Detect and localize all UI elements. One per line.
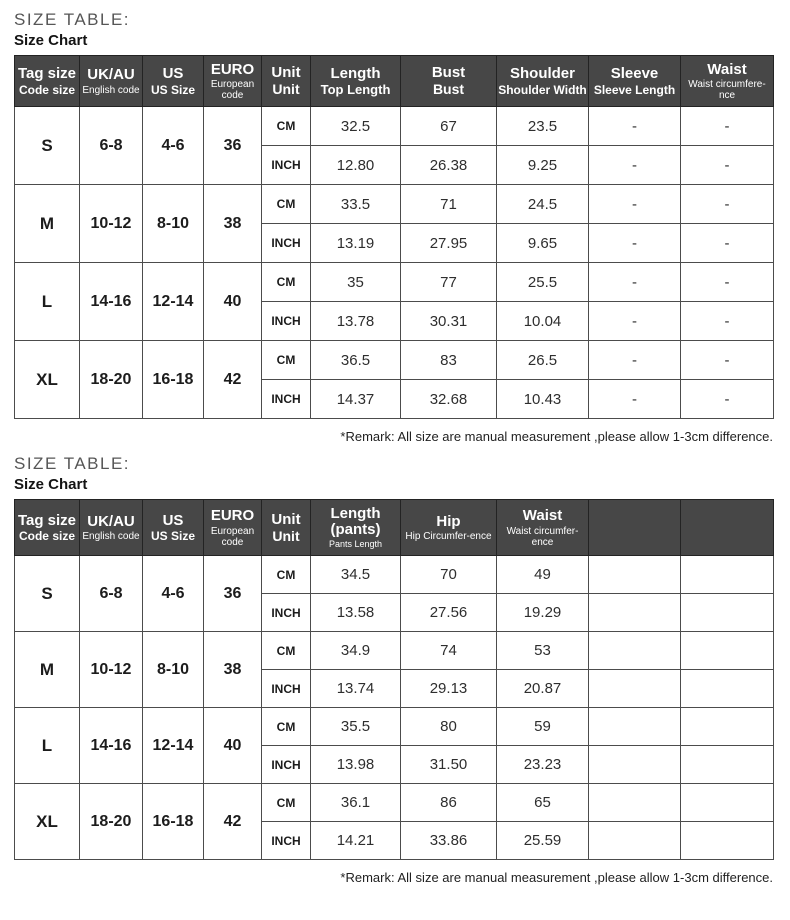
- value-cell-waist: 20.87: [497, 670, 589, 708]
- header-main: US: [162, 511, 184, 529]
- value-cell-waist: -: [681, 263, 774, 302]
- unit-cell-inch: INCH: [262, 746, 311, 784]
- value-cell-waist: 23.23: [497, 746, 589, 784]
- value-cell-shoulder: 10.04: [497, 302, 589, 341]
- header-main: Length: [330, 64, 381, 82]
- value-cell-empty: [589, 784, 681, 822]
- value-cell-sleeve: -: [589, 263, 681, 302]
- uk-code-cell: 14-16: [80, 708, 143, 784]
- value-cell-hip: 29.13: [401, 670, 497, 708]
- value-cell-sleeve: -: [589, 224, 681, 263]
- header-cell-unit: [262, 500, 311, 556]
- value-cell-hip: 33.86: [401, 822, 497, 860]
- value-cell-bust: 26.38: [401, 146, 497, 185]
- uk-code-cell: 10-12: [80, 185, 143, 263]
- us-code-cell: 16-18: [143, 341, 204, 419]
- value-cell-empty: [681, 708, 774, 746]
- value-cell-empty: [681, 746, 774, 784]
- value-cell-length: 13.98: [311, 746, 401, 784]
- value-cell-length: 13.58: [311, 594, 401, 632]
- unit-cell-inch: INCH: [262, 146, 311, 185]
- header-sub: Waist circumfere-nce: [688, 79, 766, 102]
- unit-cell-inch: INCH: [262, 670, 311, 708]
- size-cell: S: [15, 107, 80, 185]
- header-cell-tag-size: [15, 56, 80, 107]
- euro-code-cell: 36: [204, 107, 262, 185]
- header-sub: Code size: [18, 82, 75, 97]
- unit-cell-cm: CM: [262, 556, 311, 594]
- us-code-cell: 12-14: [143, 708, 204, 784]
- header-cell-waist: [497, 500, 589, 556]
- header-cell-length: [311, 56, 401, 107]
- table-row-l-cm: [15, 708, 774, 746]
- remark-text: *Remark: All size are manual measurement ,please allow 1-3cm difference.: [340, 429, 773, 444]
- header-sub: European code: [210, 79, 255, 102]
- value-cell-empty: [681, 822, 774, 860]
- value-cell-waist: -: [681, 146, 774, 185]
- header-sub: English code: [82, 84, 140, 96]
- top-size-table: [14, 55, 774, 419]
- us-code-cell: 16-18: [143, 784, 204, 860]
- header-row: [15, 56, 774, 107]
- value-cell-shoulder: 9.25: [497, 146, 589, 185]
- value-cell-waist: 25.59: [497, 822, 589, 860]
- value-cell-sleeve: -: [589, 146, 681, 185]
- header-main: Length: [330, 505, 381, 523]
- header-sub: European code: [210, 525, 255, 548]
- header-row: [15, 500, 774, 556]
- header-sub: US Size: [150, 529, 195, 544]
- value-cell-sleeve: -: [589, 107, 681, 146]
- uk-code-cell: 18-20: [80, 784, 143, 860]
- header-cell-length-pants: [311, 500, 401, 556]
- value-cell-empty: [589, 708, 681, 746]
- value-cell-shoulder: 23.5: [497, 107, 589, 146]
- value-cell-hip: 31.50: [401, 746, 497, 784]
- value-cell-length: 36.5: [311, 341, 401, 380]
- table-row-l-cm: [15, 263, 774, 302]
- header-sub: Top Length: [320, 81, 391, 97]
- value-cell-sleeve: -: [589, 380, 681, 419]
- header-main: Shoulder: [509, 65, 575, 83]
- value-cell-empty: [681, 670, 774, 708]
- size-chart-title: Size Chart: [14, 476, 88, 493]
- header-cell-tag-size: [15, 500, 80, 556]
- value-cell-hip: 74: [401, 632, 497, 670]
- value-cell-length: 33.5: [311, 185, 401, 224]
- header-main: Unit: [271, 510, 301, 528]
- table-row-s-cm: [15, 556, 774, 594]
- unit-cell-inch: INCH: [262, 380, 311, 419]
- header-cell-empty-2: [681, 500, 774, 556]
- value-cell-bust: 30.31: [401, 302, 497, 341]
- us-code-cell: 8-10: [143, 185, 204, 263]
- value-cell-empty: [589, 746, 681, 784]
- unit-cell-cm: CM: [262, 784, 311, 822]
- euro-code-cell: 42: [204, 784, 262, 860]
- table-row-m-cm: [15, 632, 774, 670]
- euro-code-cell: 38: [204, 185, 262, 263]
- remark-text: *Remark: All size are manual measurement ,please allow 1-3cm difference.: [340, 870, 773, 885]
- uk-code-cell: 18-20: [80, 341, 143, 419]
- size-cell: XL: [15, 341, 80, 419]
- header-main: Waist: [522, 507, 563, 525]
- header-sub: Pants Length: [328, 538, 383, 549]
- value-cell-length: 14.37: [311, 380, 401, 419]
- header-main2: (pants): [330, 521, 381, 539]
- us-code-cell: 4-6: [143, 107, 204, 185]
- header-sub: Unit: [272, 527, 300, 544]
- value-cell-length: 12.80: [311, 146, 401, 185]
- value-cell-empty: [589, 670, 681, 708]
- header-cell-hip: [401, 500, 497, 556]
- uk-code-cell: 6-8: [80, 107, 143, 185]
- value-cell-waist: -: [681, 341, 774, 380]
- value-cell-length: 34.9: [311, 632, 401, 670]
- value-cell-empty: [681, 594, 774, 632]
- header-main: US: [162, 65, 184, 83]
- value-cell-waist: -: [681, 380, 774, 419]
- size-cell: XL: [15, 784, 80, 860]
- value-cell-sleeve: -: [589, 341, 681, 380]
- size-cell: M: [15, 185, 80, 263]
- value-cell-waist: -: [681, 107, 774, 146]
- value-cell-empty: [589, 594, 681, 632]
- header-cell-empty-1: [589, 500, 681, 556]
- size-table-eyebrow: SIZE TABLE:: [14, 454, 131, 473]
- unit-cell-cm: CM: [262, 107, 311, 146]
- header-sub: Sleeve Length: [593, 82, 676, 97]
- us-code-cell: 4-6: [143, 556, 204, 632]
- uk-code-cell: 6-8: [80, 556, 143, 632]
- header-main: Tag size: [17, 65, 77, 83]
- value-cell-shoulder: 10.43: [497, 380, 589, 419]
- value-cell-bust: 71: [401, 185, 497, 224]
- header-sub: Shoulder Width: [498, 82, 587, 97]
- header-cell-ukau: [80, 56, 143, 107]
- header-sub: Unit: [272, 81, 300, 98]
- header-cell-waist: [681, 56, 774, 107]
- uk-code-cell: 10-12: [80, 632, 143, 708]
- value-cell-hip: 86: [401, 784, 497, 822]
- value-cell-sleeve: -: [589, 302, 681, 341]
- unit-cell-inch: INCH: [262, 594, 311, 632]
- header-cell-us: [143, 500, 204, 556]
- value-cell-empty: [589, 822, 681, 860]
- value-cell-length: 32.5: [311, 107, 401, 146]
- value-cell-shoulder: 24.5: [497, 185, 589, 224]
- value-cell-length: 13.19: [311, 224, 401, 263]
- us-code-cell: 12-14: [143, 263, 204, 341]
- value-cell-length: 35.5: [311, 708, 401, 746]
- value-cell-waist: 59: [497, 708, 589, 746]
- unit-cell-inch: INCH: [262, 822, 311, 860]
- table-row-xl-cm: [15, 784, 774, 822]
- header-main: UK/AU: [87, 512, 135, 530]
- unit-cell-inch: INCH: [262, 224, 311, 263]
- size-cell: L: [15, 708, 80, 784]
- header-sub: US Size: [150, 82, 195, 97]
- euro-code-cell: 36: [204, 556, 262, 632]
- unit-cell-cm: CM: [262, 185, 311, 224]
- header-main: Bust: [431, 64, 466, 82]
- unit-cell-cm: CM: [262, 263, 311, 302]
- value-cell-sleeve: -: [589, 185, 681, 224]
- table-row-xl-cm: [15, 341, 774, 380]
- value-cell-length: 13.78: [311, 302, 401, 341]
- header-main: UK/AU: [87, 66, 135, 84]
- value-cell-empty: [589, 632, 681, 670]
- value-cell-bust: 32.68: [401, 380, 497, 419]
- value-cell-waist: -: [681, 224, 774, 263]
- value-cell-waist: 49: [497, 556, 589, 594]
- header-main: Sleeve: [610, 65, 659, 83]
- header-cell-euro: [204, 56, 262, 107]
- header-main: EURO: [210, 507, 255, 525]
- size-cell: L: [15, 263, 80, 341]
- value-cell-length: 36.1: [311, 784, 401, 822]
- header-sub: English code: [82, 531, 140, 543]
- value-cell-length: 35: [311, 263, 401, 302]
- unit-cell-cm: CM: [262, 341, 311, 380]
- value-cell-waist: -: [681, 302, 774, 341]
- us-code-cell: 8-10: [143, 632, 204, 708]
- header-sub: Hip Circumfer-ence: [405, 531, 492, 543]
- value-cell-length: 34.5: [311, 556, 401, 594]
- value-cell-bust: 83: [401, 341, 497, 380]
- value-cell-shoulder: 26.5: [497, 341, 589, 380]
- value-cell-empty: [681, 632, 774, 670]
- euro-code-cell: 40: [204, 263, 262, 341]
- value-cell-waist: -: [681, 185, 774, 224]
- unit-cell-inch: INCH: [262, 302, 311, 341]
- pants-size-table: [14, 499, 774, 860]
- value-cell-waist: 53: [497, 632, 589, 670]
- table-row-m-cm: [15, 185, 774, 224]
- size-table-eyebrow: SIZE TABLE:: [14, 10, 131, 29]
- value-cell-waist: 19.29: [497, 594, 589, 632]
- unit-cell-cm: CM: [262, 708, 311, 746]
- value-cell-shoulder: 25.5: [497, 263, 589, 302]
- table-row-s-cm: [15, 107, 774, 146]
- value-cell-empty: [589, 556, 681, 594]
- value-cell-hip: 27.56: [401, 594, 497, 632]
- value-cell-length: 13.74: [311, 670, 401, 708]
- value-cell-length: 14.21: [311, 822, 401, 860]
- header-cell-us: [143, 56, 204, 107]
- euro-code-cell: 42: [204, 341, 262, 419]
- header-main: Unit: [271, 64, 301, 82]
- unit-cell-cm: CM: [262, 632, 311, 670]
- header-cell-euro: [204, 500, 262, 556]
- euro-code-cell: 40: [204, 708, 262, 784]
- value-cell-empty: [681, 784, 774, 822]
- header-main: Waist: [707, 60, 747, 78]
- header-sub: Bust: [432, 81, 465, 98]
- euro-code-cell: 38: [204, 632, 262, 708]
- value-cell-hip: 80: [401, 708, 497, 746]
- header-main: EURO: [210, 60, 255, 78]
- header-main: Hip: [436, 512, 461, 530]
- value-cell-bust: 77: [401, 263, 497, 302]
- header-main: Tag size: [17, 511, 77, 529]
- header-cell-unit: [262, 56, 311, 107]
- size-cell: M: [15, 632, 80, 708]
- value-cell-shoulder: 9.65: [497, 224, 589, 263]
- header-sub: Code size: [18, 529, 75, 544]
- header-cell-sleeve: [589, 56, 681, 107]
- pants-size-table-section: [0, 454, 790, 885]
- value-cell-bust: 67: [401, 107, 497, 146]
- value-cell-empty: [681, 556, 774, 594]
- header-sub: Waist circumfer-ence: [506, 525, 579, 548]
- size-chart-title: Size Chart: [14, 32, 88, 49]
- value-cell-hip: 70: [401, 556, 497, 594]
- value-cell-bust: 27.95: [401, 224, 497, 263]
- top-size-table-section: [0, 10, 790, 444]
- value-cell-waist: 65: [497, 784, 589, 822]
- uk-code-cell: 14-16: [80, 263, 143, 341]
- header-cell-ukau: [80, 500, 143, 556]
- size-cell: S: [15, 556, 80, 632]
- header-cell-bust: [401, 56, 497, 107]
- header-cell-shoulder: [497, 56, 589, 107]
